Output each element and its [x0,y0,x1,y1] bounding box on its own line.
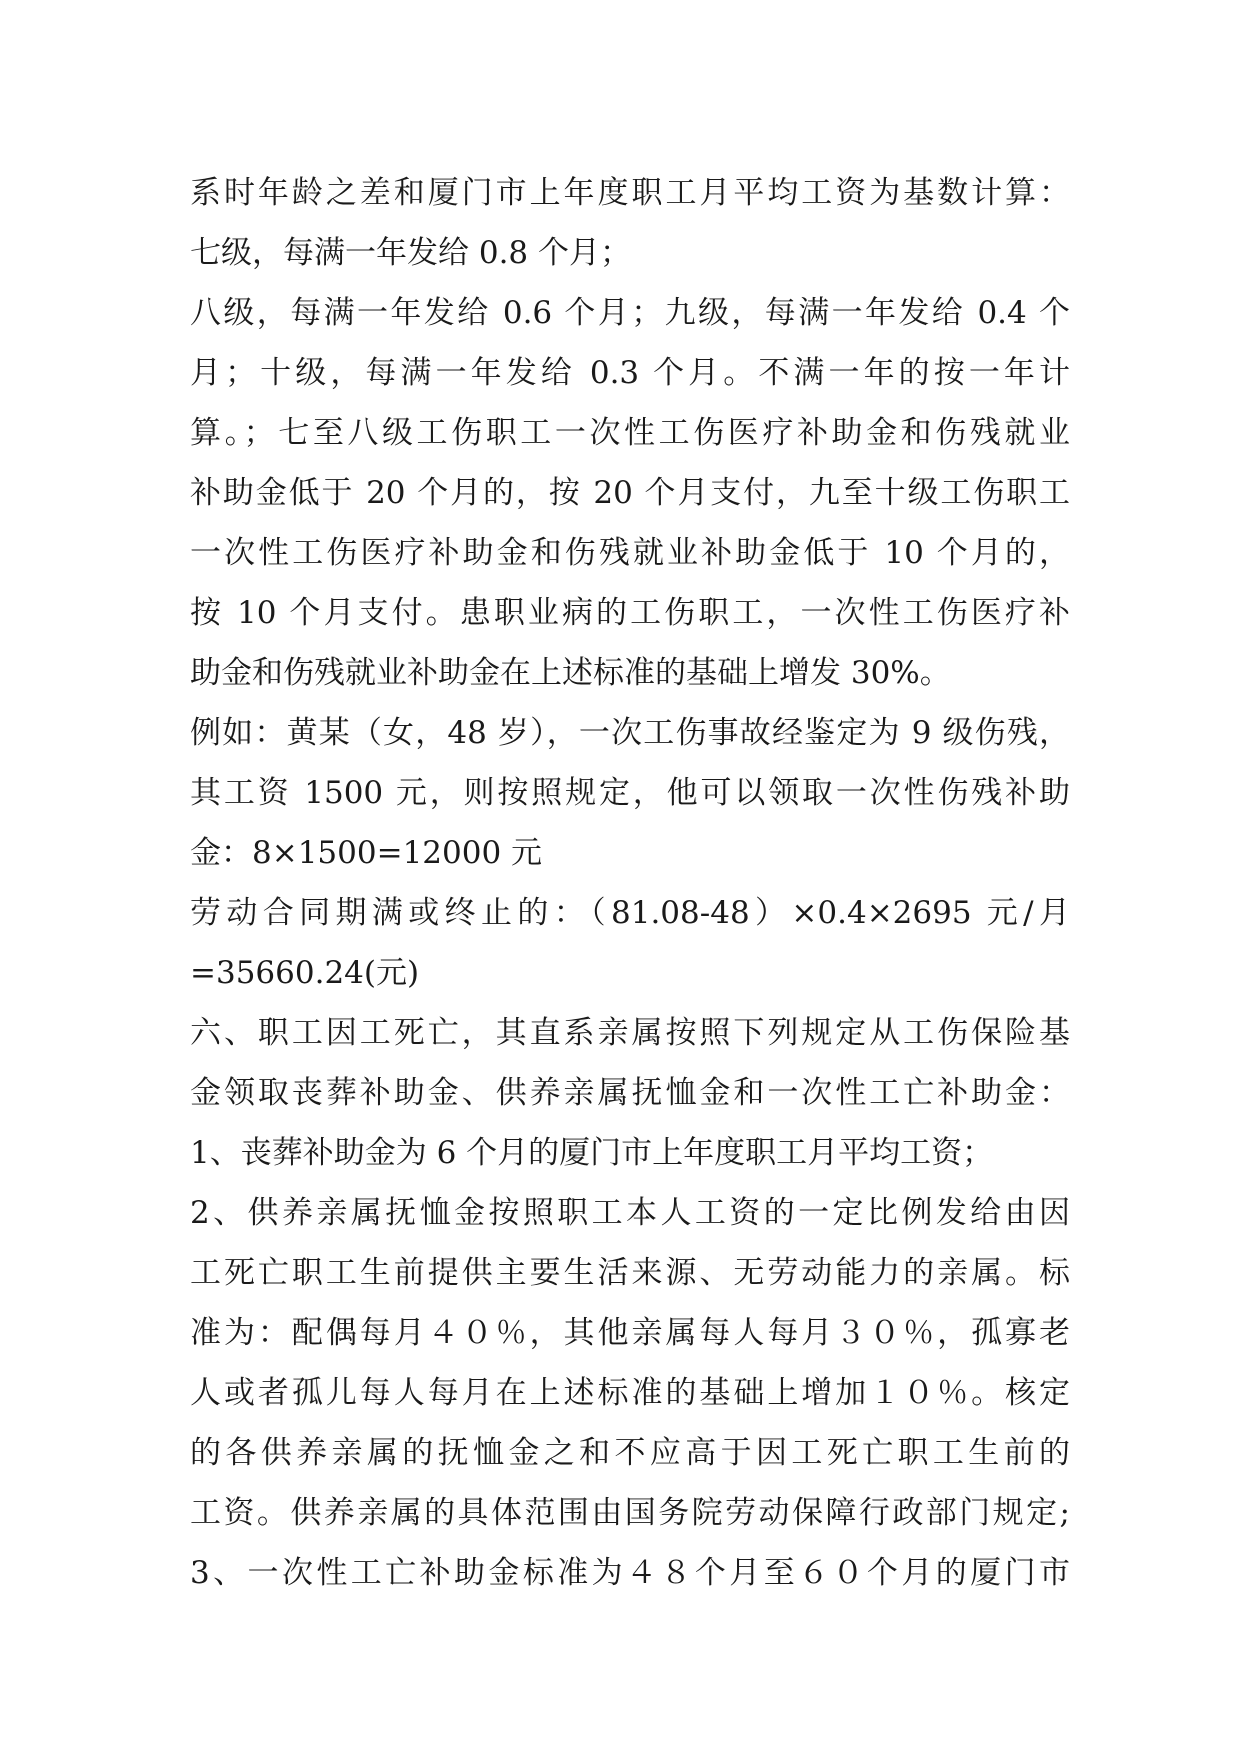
text-line: 工资。供养亲属的具体范围由国务院劳动保障行政部门规定; [190,1495,1070,1531]
text-line: 六、职工因工死亡，其直系亲属按照下列规定从工伤保险基 [190,1015,1070,1051]
text-line: 八级，每满一年发给 0.6 个月；九级，每满一年发给 0.4 个 [190,295,1070,331]
text-line: 工死亡职工生前提供主要生活来源、无劳动能力的亲属。标 [190,1255,1070,1291]
text-line: 七级，每满一年发给 0.8 个月； [190,235,632,271]
text-line: 3、一次性工亡补助金标准为４８个月至６０个月的厦门市 [190,1555,1070,1591]
text-line: =35660.24(元) [190,955,420,991]
text-line: 2、供养亲属抚恤金按照职工本人工资的一定比例发给由因 [190,1195,1070,1231]
text-line: 算。；七至八级工伤职工一次性工伤医疗补助金和伤残就业 [190,415,1070,451]
text-line: 按 10 个月支付。患职业病的工伤职工，一次性工伤医疗补 [190,595,1070,631]
text-line: 例如：黄某（女，48 岁），一次工伤事故经鉴定为 9 级伤残， [190,715,1070,751]
text-line: 1、丧葬补助金为 6 个月的厦门市上年度职工月平均工资； [190,1135,994,1171]
text-line: 补助金低于 20 个月的，按 20 个月支付，九至十级工伤职工 [190,475,1070,511]
text-line: 准为：配偶每月４０％，其他亲属每人每月３０％，孤寡老 [190,1315,1070,1351]
text-line: 一次性工伤医疗补助金和伤残就业补助金低于 10 个月的， [190,535,1070,571]
text-line: 月；十级，每满一年发给 0.3 个月。不满一年的按一年计 [190,355,1070,391]
text-line: 金领取丧葬补助金、供养亲属抚恤金和一次性工亡补助金： [190,1075,1070,1111]
text-line: 劳动合同期满或终止的：（81.08-48）×0.4×2695 元/月 [190,895,1070,931]
text-line: 的各供养亲属的抚恤金之和不应高于因工死亡职工生前的 [190,1435,1070,1471]
text-line: 系时年龄之差和厦门市上年度职工月平均工资为基数计算： [190,175,1070,211]
document-body [190,163,1070,1603]
text-line: 人或者孤儿每人每月在上述标准的基础上增加１０％。核定 [190,1375,1070,1411]
text-line: 金：8×1500=12000 元 [190,835,543,871]
text-line: 其工资 1500 元，则按照规定，他可以领取一次性伤残补助 [190,775,1070,811]
text-line: 助金和伤残就业补助金在上述标准的基础上增发 30%。 [190,655,951,691]
